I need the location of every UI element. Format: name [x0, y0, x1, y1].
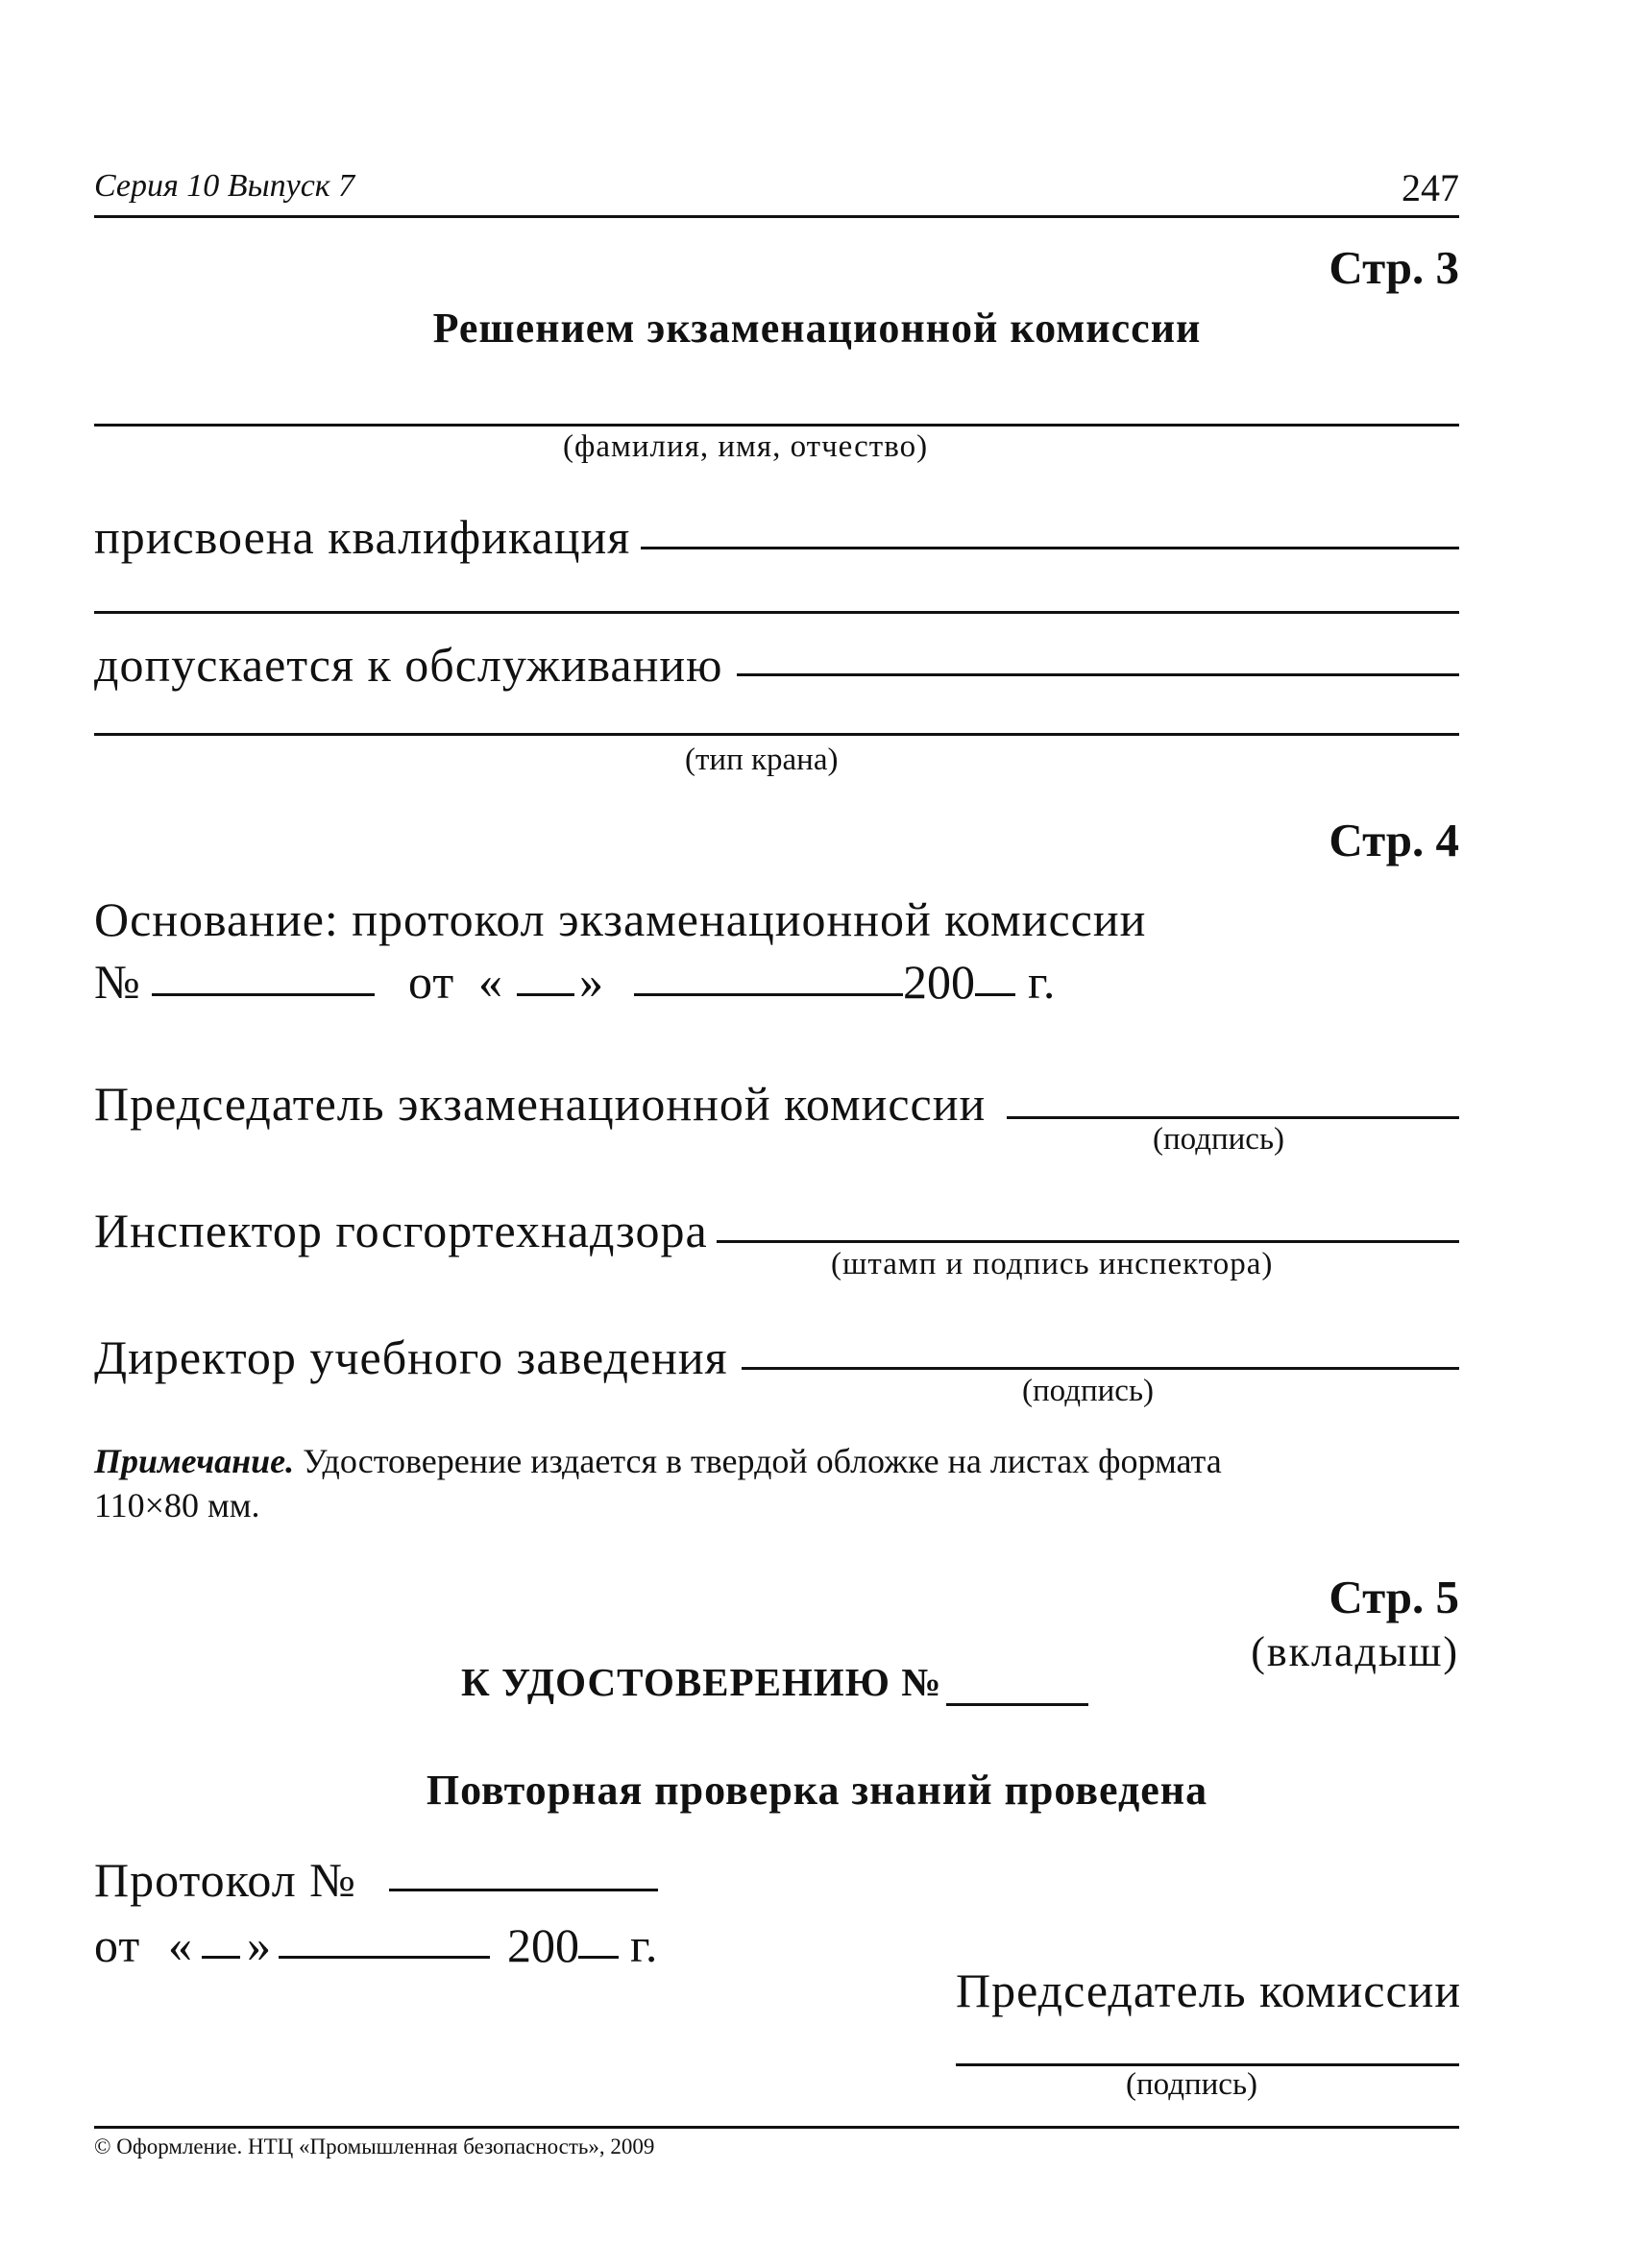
date-year-line [975, 993, 1015, 996]
recheck-month-line [279, 1956, 490, 1959]
protocol-number-line [152, 993, 375, 996]
note-paragraph [94, 1439, 1459, 1527]
page-number: 247 [1402, 166, 1459, 209]
note-label: Примечание. [94, 1442, 295, 1480]
date-day-line [517, 993, 574, 996]
recheck-quote-close: » [247, 1918, 272, 1972]
crane-type-caption: (тип крана) [685, 743, 839, 777]
recheck-year-prefix: 200 [507, 1918, 579, 1972]
certificate-number-line [946, 1703, 1088, 1706]
date-year-prefix: 200 [903, 955, 975, 1009]
note-text: Удостоверение издается в твердой обложке на листах формата [294, 1442, 1222, 1480]
recheck-quote-open: « [168, 1918, 193, 1972]
footer-rule [94, 2126, 1459, 2129]
note-text-2: 110×80 мм. [94, 1486, 260, 1524]
inspector-signature-line [717, 1240, 1459, 1243]
fio-caption: (фамилия, имя, отчество) [563, 429, 929, 464]
page3-title: Решением экзаменационной комиссии [432, 305, 1202, 352]
page5-label: Стр. 5 [1329, 1571, 1459, 1623]
inspector-label: Инспектор госгортехнадзора [94, 1204, 708, 1257]
director-signature-line [742, 1367, 1459, 1370]
service-line-2 [94, 733, 1459, 736]
chairman-caption: (подпись) [1153, 1122, 1284, 1157]
fio-line [94, 424, 1459, 427]
basis-label: Основание: протокол экзаменационной комиссии [94, 892, 1147, 946]
qualification-line [641, 547, 1459, 549]
service-label: допускается к обслуживанию [94, 638, 723, 692]
date-quote-open: « [478, 955, 503, 1009]
director-caption: (подпись) [1022, 1374, 1154, 1408]
recheck-day-line [202, 1956, 240, 1959]
recheck-protocol-line [389, 1889, 658, 1891]
recheck-year-suffix: г. [630, 1918, 659, 1972]
inspector-caption: (штамп и подпись инспектора) [831, 1247, 1274, 1281]
page3-label: Стр. 3 [1329, 241, 1459, 294]
footer-copyright: © Оформление. НТЦ «Промышленная безопасность», 2009 [94, 2134, 655, 2158]
date-year-suffix: г. [1028, 955, 1057, 1009]
header-rule [94, 215, 1459, 218]
recheck-protocol-label: Протокол № [94, 1853, 356, 1907]
chairman-label: Председатель экзаменационной комиссии [94, 1077, 987, 1131]
series-header: Серия 10 Выпуск 7 [94, 168, 355, 204]
recheck-chairman-caption: (подпись) [1126, 2067, 1257, 2102]
recheck-chairman-signature-line [956, 2063, 1459, 2066]
qualification-line-2 [94, 611, 1459, 614]
service-line [737, 673, 1459, 676]
director-label: Директор учебного заведения [94, 1330, 728, 1384]
page5-sublabel: (вкладыш) [1251, 1628, 1459, 1675]
qualification-label: присвоена квалификация [94, 510, 631, 564]
protocol-number-sign: № [94, 955, 141, 1009]
date-month-line [634, 993, 903, 996]
page4-label: Стр. 4 [1329, 814, 1459, 866]
chairman-signature-line [1007, 1116, 1459, 1119]
recheck-from-label: от [94, 1918, 141, 1972]
recheck-chairman-label: Председатель комиссии [956, 1963, 1462, 2017]
protocol-from-label: от [408, 955, 455, 1009]
recheck-year-line [578, 1956, 619, 1959]
date-quote-close: » [579, 955, 604, 1009]
recheck-title: Повторная проверка знаний проведена [426, 1767, 1208, 1814]
certificate-title: К УДОСТОВЕРЕНИЮ № [461, 1660, 942, 1704]
